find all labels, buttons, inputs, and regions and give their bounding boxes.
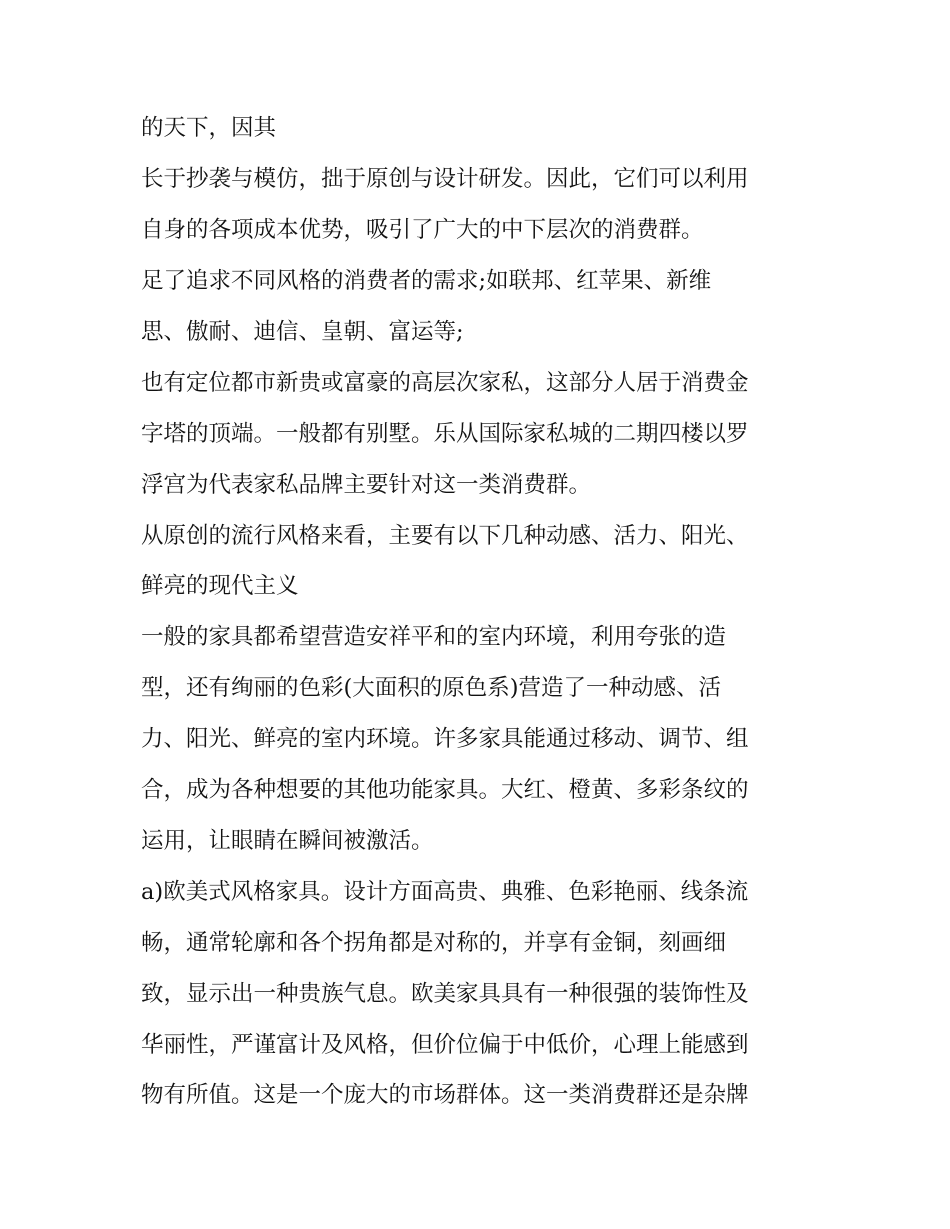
- text-line: 华丽性，严谨富计及风格，但价位偏于中低价，心理上能感到: [141, 1032, 749, 1058]
- text-line: 一般的家具都希望营造安祥平和的室内环境，利用夸张的造: [141, 624, 727, 650]
- text-line: 也有定位都市新贵或富豪的高层次家私，这部分人居于消费金: [141, 370, 749, 396]
- text-line: 自身的各项成本优势，吸引了广大的中下层次的消费群。: [141, 217, 704, 243]
- text-line: 思、傲耐、迪信、皇朝、富运等;: [141, 319, 464, 345]
- text-line: 从原创的流行风格来看，主要有以下几种动感、活力、阳光、: [141, 523, 749, 549]
- text-line: 长于抄袭与模仿，拙于原创与设计研发。因此，它们可以利用: [141, 166, 749, 192]
- text-line: 力、阳光、鲜亮的室内环境。许多家具能通过移动、调节、组: [141, 726, 749, 752]
- text-line: 运用，让眼睛在瞬间被激活。: [141, 828, 434, 854]
- text-line: 的天下，因其: [141, 115, 277, 141]
- text-line: 足了追求不同风格的消费者的需求;如联邦、红苹果、新维: [141, 268, 712, 294]
- text-line: 字塔的顶端。一般都有别墅。乐从国际家私城的二期四楼以罗: [141, 421, 749, 447]
- text-line: 浮宫为代表家私品牌主要针对这一类消费群。: [141, 472, 592, 498]
- text-line: 合，成为各种想要的其他功能家具。大红、橙黄、多彩条纹的: [141, 777, 749, 803]
- text-line: a)欧美式风格家具。设计方面高贵、典雅、色彩艳丽、线条流: [141, 879, 749, 905]
- text-line: 鲜亮的现代主义: [141, 573, 299, 599]
- text-line: 物有所值。这是一个庞大的市场群体。这一类消费群还是杂牌: [141, 1082, 749, 1108]
- text-line: 畅，通常轮廓和各个拐角都是对称的，并享有金铜，刻画细: [141, 930, 727, 956]
- text-line: 型，还有绚丽的色彩(大面积的原色系)营造了一种动感、活: [141, 675, 722, 701]
- text-line: 致，显示出一种贵族气息。欧美家具具有一种很强的装饰性及: [141, 981, 749, 1007]
